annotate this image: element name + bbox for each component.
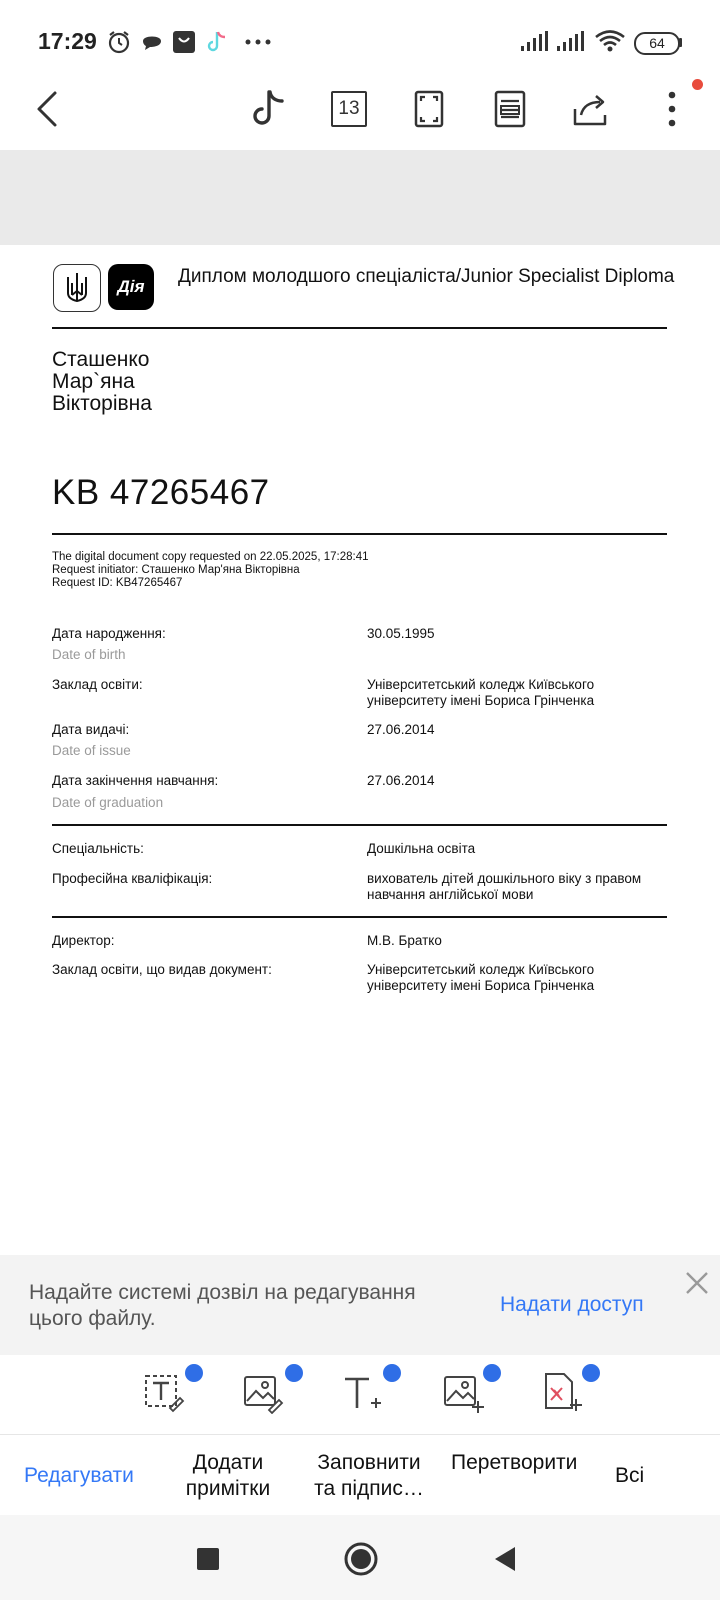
reading-mode-button[interactable]	[487, 86, 533, 132]
trident-icon	[64, 271, 90, 305]
premium-badge	[285, 1364, 303, 1382]
edit-image-tool-icon[interactable]	[241, 1370, 285, 1414]
institution-label: Заклад освіти:	[52, 677, 143, 692]
chat-icon	[140, 31, 164, 53]
share-icon	[572, 91, 610, 127]
page-count-button[interactable]	[326, 86, 372, 132]
nav-back-button[interactable]	[493, 1545, 517, 1573]
holder-patronymic: Вікторівна	[52, 392, 152, 415]
more-menu-button[interactable]	[649, 86, 695, 132]
page-gap	[0, 150, 720, 245]
graduation-date-value: 27.06.2014	[367, 773, 435, 788]
issue-date-value: 27.06.2014	[367, 722, 435, 737]
issuer-label: Заклад освіти, що видав документ:	[52, 962, 272, 977]
tiktok-icon	[248, 88, 288, 130]
document-number: KB 47265467	[52, 473, 270, 512]
fullscreen-button[interactable]	[406, 86, 452, 132]
fullscreen-icon	[414, 90, 444, 128]
divider-2	[52, 533, 667, 535]
birth-date-value: 30.05.1995	[367, 626, 435, 641]
more-notifications-icon	[244, 38, 272, 46]
edit-text-tool-icon[interactable]	[142, 1370, 186, 1414]
divider-4	[52, 916, 667, 918]
tab-fill-sign[interactable]: Заповнити та підпис…	[314, 1451, 424, 1500]
more-vertical-icon	[667, 90, 677, 128]
director-label: Директор:	[52, 933, 115, 948]
tiktok-button[interactable]	[245, 86, 291, 132]
recents-button[interactable]	[197, 1548, 219, 1570]
holder-first-name: Мар`яна	[52, 370, 135, 393]
tab-all[interactable]: Всі	[615, 1464, 645, 1487]
specialty-label: Спеціальність:	[52, 841, 144, 856]
birth-date-label: Дата народження:	[52, 626, 166, 641]
divider-1	[52, 327, 667, 329]
issuer-value: Університетський коледж Київського університету імені Бориса Грінченка	[367, 962, 595, 993]
share-button[interactable]	[568, 86, 614, 132]
page-count-icon	[331, 91, 367, 127]
tab-add-notes[interactable]: Додати примітки	[185, 1451, 271, 1500]
holder-name	[52, 349, 152, 415]
shopping-bag-icon	[172, 30, 196, 54]
birth-date-sublabel: Date of birth	[52, 647, 126, 662]
back-button[interactable]	[24, 86, 70, 132]
premium-badge	[383, 1364, 401, 1382]
reading-mode-icon	[494, 90, 526, 128]
notification-dot	[692, 79, 703, 90]
graduation-date-sublabel: Date of graduation	[52, 795, 164, 810]
qualification-label: Професійна кваліфікація:	[52, 871, 213, 886]
graduation-date-label: Дата закінчення навчання:	[52, 773, 219, 788]
qualification-value: вихователь дітей дошкільного віку з правом навчання англійської мови	[367, 871, 642, 902]
premium-badge	[582, 1364, 600, 1382]
premium-badge	[483, 1364, 501, 1382]
add-text-tool-icon[interactable]	[340, 1370, 384, 1414]
battery-tip	[679, 38, 682, 47]
issue-date-sublabel: Date of issue	[52, 743, 131, 758]
permission-text: Надайте системі дозвіл на редагування цього файлу.	[29, 1281, 416, 1330]
close-icon[interactable]	[684, 1270, 710, 1296]
signal-icon-2	[556, 30, 586, 52]
add-page-tool-icon[interactable]	[540, 1370, 584, 1414]
institution-value: Університетський коледж Київського університету імені Бориса Грінченка	[367, 677, 595, 708]
tab-convert[interactable]: Перетворити	[451, 1451, 578, 1474]
home-button[interactable]	[343, 1541, 379, 1577]
divider-3	[52, 824, 667, 826]
request-initiator: Request initiator: Сташенко Мар'яна Вікторівна	[52, 564, 300, 576]
tab-edit[interactable]: Редагувати	[24, 1464, 134, 1487]
document-title: Диплом молодшого спеціаліста/Junior Specialist Diploma	[178, 266, 675, 287]
director-value: М.В. Братко	[367, 933, 442, 948]
status-time: 17:29	[38, 28, 97, 54]
coat-of-arms-logo	[53, 264, 101, 312]
holder-surname: Сташенко	[52, 348, 150, 371]
battery-level: 64	[634, 32, 680, 55]
alarm-icon	[106, 29, 132, 55]
signal-icon-1	[520, 30, 550, 52]
page-count: 13	[338, 98, 360, 119]
tiktok-status-icon	[204, 29, 228, 55]
request-date: The digital document copy requested on 22.05.2025, 17:28:41	[52, 551, 369, 563]
add-image-tool-icon[interactable]	[441, 1370, 485, 1414]
issue-date-label: Дата видачі:	[52, 722, 130, 737]
specialty-value: Дошкільна освіта	[367, 841, 476, 856]
request-id: Request ID: KB47265467	[52, 577, 183, 589]
wifi-icon	[594, 29, 626, 53]
grant-access-button[interactable]: Надати доступ	[500, 1293, 644, 1316]
premium-badge	[185, 1364, 203, 1382]
back-arrow-icon	[33, 90, 61, 128]
diia-logo: Дія	[108, 264, 154, 310]
